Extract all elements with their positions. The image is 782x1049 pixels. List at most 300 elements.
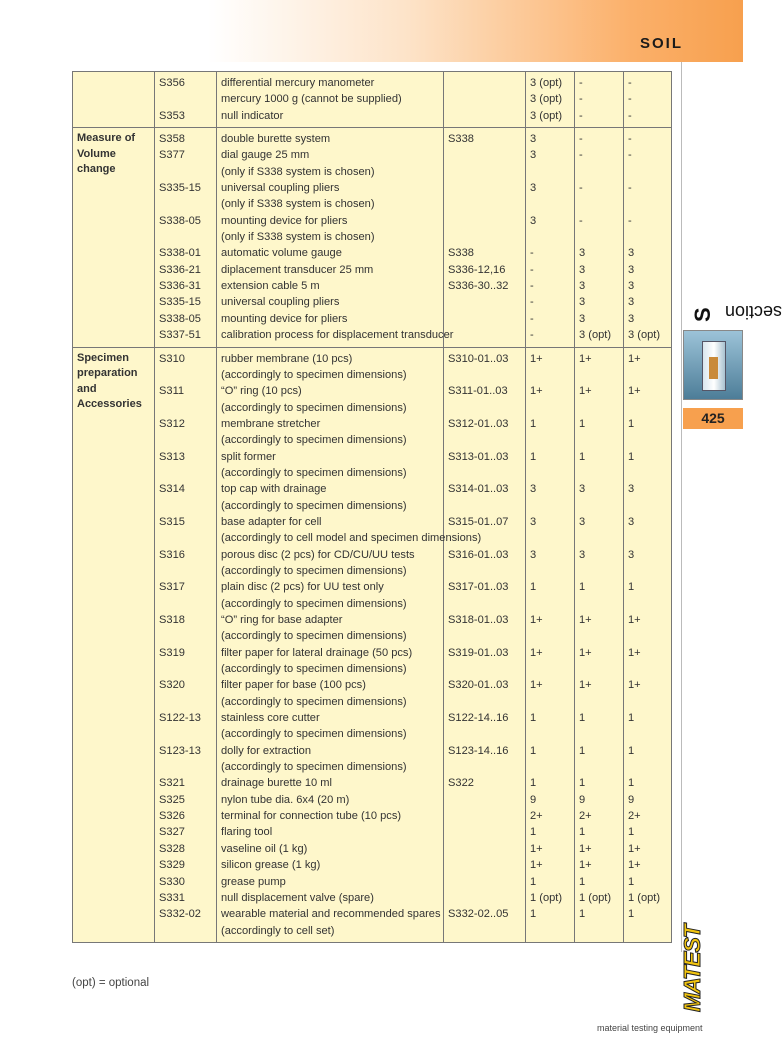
quantity-col-1: [530, 726, 570, 742]
quantity-col-2: 1+: [579, 859, 592, 872]
quantity-col-3: [628, 661, 667, 677]
reference-code: S312-01..03: [448, 417, 509, 430]
equipment-table: [72, 71, 672, 943]
quantity-col-2: 3: [579, 312, 586, 325]
item-code: S311: [159, 385, 185, 398]
reference-code: [448, 824, 521, 840]
quantity-col-2-cell: [575, 128, 624, 347]
quantity-col-3: [628, 759, 667, 775]
quantity-col-2: 1 (opt): [579, 891, 612, 904]
reference-code: [448, 213, 521, 229]
brand-tagline: material testing equipment: [597, 1023, 703, 1033]
quantity-col-2: [579, 164, 619, 180]
quantity-col-2: [579, 400, 619, 416]
quantity-col-3: [628, 465, 667, 481]
item-description: wearable material and recommended spares: [221, 908, 441, 921]
item-code: S310: [159, 352, 185, 365]
reference-code: S320-01..03: [448, 679, 509, 692]
quantity-col-2: -: [579, 93, 583, 106]
item-code-cell: [155, 128, 217, 347]
quantity-col-3: -: [628, 77, 632, 89]
quantity-col-1: 3 (opt): [530, 77, 563, 89]
quantity-col-2: [579, 498, 619, 514]
quantity-col-2: [579, 759, 619, 775]
item-description: “O” ring (10 pcs): [221, 385, 302, 398]
item-description: (accordingly to specimen dimensions): [221, 434, 407, 447]
reference-code: [448, 164, 521, 180]
quantity-col-1: 3: [530, 515, 537, 528]
reference-code: [448, 294, 521, 310]
item-code: S316: [159, 548, 185, 561]
item-code: S335-15: [159, 296, 201, 309]
item-code: S338-05: [159, 214, 201, 227]
quantity-col-3: [628, 694, 667, 710]
item-code: S317: [159, 581, 185, 594]
item-code: S315: [159, 515, 185, 528]
quantity-col-3: [628, 563, 667, 579]
quantity-col-1: 3 (opt): [530, 93, 563, 106]
quantity-col-2-cell: [575, 347, 624, 942]
item-description: calibration process for displacement transducer: [221, 329, 454, 342]
quantity-col-3: 3: [628, 263, 635, 276]
quantity-col-1: 3: [530, 133, 537, 146]
item-code: S358: [159, 133, 185, 146]
quantity-col-1: [530, 164, 570, 180]
quantity-col-3: 1: [628, 875, 635, 888]
quantity-col-1: [530, 759, 570, 775]
reference-code: S336-12,16: [448, 263, 506, 276]
quantity-col-2: [579, 726, 619, 742]
quantity-col-2: -: [579, 149, 583, 162]
quantity-col-3: -: [628, 182, 632, 195]
quantity-col-3: [628, 923, 667, 939]
item-code: S328: [159, 842, 185, 855]
quantity-col-1: 1: [530, 581, 537, 594]
item-code: S377: [159, 149, 185, 162]
reference-code: [448, 229, 521, 245]
quantity-col-1: [530, 432, 570, 448]
quantity-col-1: 1: [530, 777, 537, 790]
item-description: drainage burette 10 ml: [221, 777, 333, 790]
item-description: mounting device for pliers: [221, 214, 348, 227]
quantity-col-3: 2+: [628, 810, 641, 823]
item-description: nylon tube dia. 6x4 (20 m): [221, 793, 350, 806]
item-description: filter paper for base (100 pcs): [221, 679, 366, 692]
group-label-cell: [73, 128, 155, 347]
group-label: Measure of Volume change: [77, 132, 136, 176]
quantity-col-3: [628, 498, 667, 514]
quantity-col-3: 3: [628, 515, 635, 528]
quantity-col-3: -: [628, 214, 632, 227]
item-description: (accordingly to specimen dimensions): [221, 663, 407, 676]
reference-code-cell: [444, 347, 526, 942]
quantity-col-3: [628, 726, 667, 742]
quantity-col-2: 1+: [579, 385, 592, 398]
quantity-col-1: 1+: [530, 646, 543, 659]
item-description: grease pump: [221, 875, 286, 888]
item-description: membrane stretcher: [221, 417, 321, 430]
reference-code: [448, 874, 521, 890]
quantity-col-2: 1: [579, 875, 586, 888]
item-description: differential mercury manometer: [221, 77, 375, 89]
quantity-col-3: 3: [628, 296, 635, 309]
section-label: [690, 230, 782, 330]
footnote: (opt) = optional: [72, 977, 150, 989]
item-description: silicon grease (1 kg): [221, 859, 321, 872]
reference-code: S338: [448, 133, 474, 146]
reference-code: S310-01..03: [448, 352, 509, 365]
quantity-col-3: -: [628, 149, 632, 162]
quantity-col-1: 1: [530, 450, 537, 463]
item-code: S338-01: [159, 247, 201, 260]
item-description: top cap with drainage: [221, 483, 327, 496]
item-code: [159, 726, 212, 742]
quantity-col-3: 3: [628, 548, 635, 561]
quantity-col-1: 3: [530, 548, 537, 561]
item-code: S329: [159, 859, 185, 872]
quantity-col-2: [579, 596, 619, 612]
brand-logo-text: MATEST: [679, 925, 705, 1012]
item-description: (only if S338 system is chosen): [221, 165, 375, 178]
item-description: extension cable 5 m: [221, 280, 320, 293]
quantity-col-1: 1: [530, 417, 537, 430]
quantity-col-1: 3: [530, 483, 537, 496]
item-description: base adapter for cell: [221, 515, 322, 528]
item-description: double burette system: [221, 133, 331, 146]
item-code: S314: [159, 483, 185, 496]
quantity-col-2: 1: [579, 450, 586, 463]
item-code: [159, 164, 212, 180]
group-label-cell: [73, 347, 155, 942]
quantity-col-2: 1+: [579, 614, 592, 626]
quantity-col-3: 1: [628, 777, 635, 790]
quantity-col-3-cell: [624, 72, 672, 128]
item-description: flaring tool: [221, 826, 273, 839]
item-code: S336-21: [159, 263, 201, 276]
item-description: null indicator: [221, 109, 284, 122]
quantity-col-3: -: [628, 93, 632, 106]
reference-code: [448, 857, 521, 873]
group-label: Specimen preparation and Accessories: [77, 351, 142, 410]
reference-code: [448, 400, 521, 416]
quantity-col-1: [530, 465, 570, 481]
quantity-col-1: [530, 596, 570, 612]
item-code: S320: [159, 679, 185, 692]
item-code: S319: [159, 646, 185, 659]
quantity-col-1: 1+: [530, 352, 543, 365]
quantity-col-2: 1+: [579, 842, 592, 855]
quantity-col-3: 1: [628, 581, 635, 594]
quantity-col-2: [579, 196, 619, 212]
quantity-col-1: 9: [530, 793, 537, 806]
quantity-col-2: 2+: [579, 810, 592, 823]
reference-code: [448, 311, 521, 327]
reference-code: S316-01..03: [448, 548, 509, 561]
table-group-row: [73, 72, 672, 128]
reference-code: [448, 498, 521, 514]
quantity-col-2: 1: [579, 744, 586, 757]
quantity-col-2: [579, 923, 619, 939]
quantity-col-3: 1+: [628, 385, 641, 398]
quantity-col-3-cell: [624, 128, 672, 347]
quantity-col-3: [628, 164, 667, 180]
item-code: [159, 432, 212, 448]
reference-code: [448, 792, 521, 808]
quantity-col-1: 3: [530, 149, 537, 162]
item-description: split former: [221, 450, 276, 463]
section-letter: S: [690, 307, 715, 322]
item-description: (accordingly to specimen dimensions): [221, 597, 407, 610]
quantity-col-1: 1+: [530, 385, 543, 398]
item-code: S313: [159, 450, 185, 463]
item-description: (accordingly to specimen dimensions): [221, 695, 407, 708]
quantity-col-1: [530, 196, 570, 212]
item-code: [159, 498, 212, 514]
quantity-col-3: 1 (opt): [628, 891, 661, 904]
quantity-col-3: 1: [628, 450, 635, 463]
item-code: S338-05: [159, 312, 201, 325]
section-word: section: [724, 302, 782, 322]
reference-code: [448, 147, 521, 163]
reference-code: [448, 432, 521, 448]
quantity-col-2: 3: [579, 280, 586, 293]
reference-code: S313-01..03: [448, 450, 509, 463]
page-number-badge: 425: [683, 408, 743, 429]
item-code: [159, 229, 212, 245]
quantity-col-2: 1: [579, 908, 586, 921]
item-code: [159, 367, 212, 383]
quantity-col-1: [530, 229, 570, 245]
quantity-col-2: 3: [579, 296, 586, 309]
quantity-col-3: 1+: [628, 352, 641, 365]
quantity-col-3: 3: [628, 312, 635, 325]
quantity-col-3: -: [628, 109, 632, 122]
quantity-col-1: 2+: [530, 810, 543, 823]
reference-code-cell: [444, 72, 526, 128]
quantity-col-3: 1: [628, 826, 635, 839]
quantity-col-2: 3: [579, 515, 586, 528]
quantity-col-2: [579, 465, 619, 481]
quantity-col-2: [579, 367, 619, 383]
reference-code: S336-30..32: [448, 280, 509, 293]
item-description: porous disc (2 pcs) for CD/CU/UU tests: [221, 548, 415, 561]
reference-code: [448, 890, 521, 906]
quantity-col-2: 1: [579, 826, 586, 839]
reference-code: [448, 808, 521, 824]
item-code: S335-15: [159, 182, 201, 195]
reference-code: [448, 108, 521, 124]
item-description-cell: [217, 128, 454, 347]
quantity-col-3-cell: [624, 347, 672, 942]
item-description: null displacement valve (spare): [221, 891, 374, 904]
quantity-col-2: 1+: [579, 679, 592, 692]
quantity-col-2: 1: [579, 417, 586, 430]
item-code: [159, 400, 212, 416]
quantity-col-2: [579, 661, 619, 677]
item-description: “O” ring for base adapter: [221, 614, 343, 626]
table-group-row: [73, 347, 672, 942]
section-thumbnail-image: [683, 330, 743, 400]
quantity-col-1: 3: [530, 182, 537, 195]
quantity-col-3: 1+: [628, 646, 641, 659]
quantity-col-1: 1: [530, 712, 537, 725]
reference-code: S315-01..07: [448, 515, 509, 528]
item-code: S123-13: [159, 744, 201, 757]
quantity-col-2: -: [579, 77, 583, 89]
quantity-col-1: [530, 400, 570, 416]
quantity-col-3: 1+: [628, 859, 641, 872]
quantity-col-1: [530, 661, 570, 677]
quantity-col-1: 3: [530, 214, 537, 227]
quantity-col-2: 1: [579, 581, 586, 594]
quantity-col-2: [579, 432, 619, 448]
quantity-col-3: -: [628, 133, 632, 146]
quantity-col-3: 9: [628, 793, 635, 806]
quantity-col-3: 1+: [628, 614, 641, 626]
quantity-col-2: [579, 229, 619, 245]
item-code: S337-51: [159, 329, 201, 342]
item-description: vaseline oil (1 kg): [221, 842, 308, 855]
quantity-col-1: 1: [530, 875, 537, 888]
item-description: universal coupling pliers: [221, 182, 340, 195]
quantity-col-2: [579, 530, 619, 546]
quantity-col-3: 3: [628, 247, 635, 260]
item-code-cell: [155, 72, 217, 128]
item-code: S336-31: [159, 280, 201, 293]
group-label-cell: [73, 72, 155, 128]
quantity-col-1: -: [530, 247, 534, 260]
item-description: mounting device for pliers: [221, 312, 348, 325]
item-description: (accordingly to specimen dimensions): [221, 368, 407, 381]
quantity-col-2: 3 (opt): [579, 329, 612, 342]
quantity-col-1: 1: [530, 908, 537, 921]
item-description: plain disc (2 pcs) for UU test only: [221, 581, 384, 594]
item-code: S331: [159, 891, 185, 904]
reference-code: S314-01..03: [448, 483, 509, 496]
reference-code: S332-02..05: [448, 908, 509, 921]
item-description: (accordingly to specimen dimensions): [221, 401, 407, 414]
quantity-col-3: [628, 196, 667, 212]
quantity-col-3: [628, 367, 667, 383]
quantity-col-1: 1+: [530, 859, 543, 872]
reference-code: [448, 75, 521, 91]
header-band: [0, 0, 743, 62]
reference-code: S311-01..03: [448, 385, 508, 398]
quantity-col-3: 1: [628, 744, 635, 757]
item-description: dial gauge 25 mm: [221, 149, 310, 162]
quantity-col-1: [530, 498, 570, 514]
item-code: S122-13: [159, 712, 201, 725]
quantity-col-1: 1+: [530, 614, 543, 626]
sidebar-divider: [681, 62, 682, 952]
item-code: S327: [159, 826, 185, 839]
brand-logo: [675, 925, 711, 1015]
item-code: [159, 628, 212, 644]
quantity-col-1: -: [530, 296, 534, 309]
soil-specimen-illustration: [709, 357, 718, 379]
quantity-col-2: 3: [579, 548, 586, 561]
item-description: automatic volume gauge: [221, 247, 342, 260]
quantity-col-2: 3: [579, 263, 586, 276]
quantity-col-2: 1+: [579, 646, 592, 659]
item-description: mercury 1000 g (cannot be supplied): [221, 93, 402, 106]
reference-code: S123-14..16: [448, 744, 509, 757]
quantity-col-1: 1: [530, 744, 537, 757]
item-code: [159, 694, 212, 710]
quantity-col-1: [530, 530, 570, 546]
reference-code: S318-01..03: [448, 614, 509, 626]
quantity-col-1-cell: [526, 72, 575, 128]
quantity-col-2: -: [579, 214, 583, 227]
quantity-col-3: 1+: [628, 679, 641, 692]
quantity-col-1: 1+: [530, 679, 543, 692]
item-code: [159, 91, 212, 107]
reference-code: [448, 841, 521, 857]
item-description: (accordingly to cell set): [221, 924, 335, 937]
quantity-col-2: [579, 628, 619, 644]
quantity-col-1: [530, 628, 570, 644]
quantity-col-1: 1+: [530, 842, 543, 855]
item-description: (accordingly to specimen dimensions): [221, 564, 407, 577]
quantity-col-1: -: [530, 280, 534, 293]
quantity-col-3: 1+: [628, 842, 641, 855]
item-description: rubber membrane (10 pcs): [221, 352, 353, 365]
quantity-col-1: -: [530, 329, 534, 342]
reference-code: [448, 726, 521, 742]
item-code: S325: [159, 793, 185, 806]
item-code: S353: [159, 109, 185, 122]
reference-code: [448, 327, 521, 343]
item-code: [159, 923, 212, 939]
item-description: (only if S338 system is chosen): [221, 231, 375, 244]
item-code: S312: [159, 417, 185, 430]
quantity-col-2: 1: [579, 712, 586, 725]
quantity-col-2: [579, 563, 619, 579]
item-description: (accordingly to cell model and specimen dimensions): [221, 532, 482, 545]
reference-code: S319-01..03: [448, 646, 509, 659]
table-group-row: [73, 128, 672, 347]
item-description-cell: [217, 72, 444, 128]
quantity-col-1: 1 (opt): [530, 891, 563, 904]
item-code: [159, 759, 212, 775]
quantity-col-1: -: [530, 312, 534, 325]
quantity-col-2-cell: [575, 72, 624, 128]
quantity-col-3: [628, 432, 667, 448]
reference-code: [448, 180, 521, 196]
item-description: (accordingly to specimen dimensions): [221, 630, 407, 643]
item-code: [159, 563, 212, 579]
quantity-col-1: -: [530, 263, 534, 276]
quantity-col-2: -: [579, 109, 583, 122]
quantity-col-1-cell: [526, 347, 575, 942]
item-description: diplacement transducer 25 mm: [221, 263, 374, 276]
quantity-col-2: -: [579, 182, 583, 195]
item-code: S321: [159, 777, 185, 790]
item-description: (accordingly to specimen dimensions): [221, 499, 407, 512]
quantity-col-3: 1: [628, 712, 635, 725]
item-description: (only if S338 system is chosen): [221, 198, 375, 211]
quantity-col-2: -: [579, 133, 583, 146]
quantity-col-1: [530, 563, 570, 579]
quantity-col-1-cell: [526, 128, 575, 347]
page-title: SOIL: [639, 35, 683, 52]
quantity-col-3: [628, 400, 667, 416]
quantity-col-3: 3: [628, 280, 635, 293]
reference-code: [448, 91, 521, 107]
reference-code: [448, 563, 521, 579]
reference-code: [448, 661, 521, 677]
reference-code: [448, 628, 521, 644]
